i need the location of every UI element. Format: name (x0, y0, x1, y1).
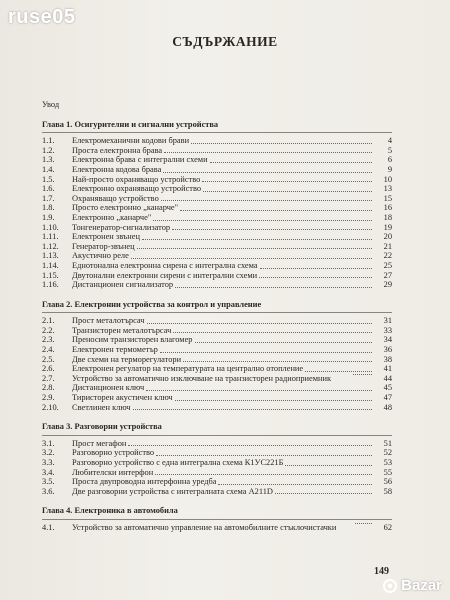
toc-entry-page: 58 (383, 486, 392, 496)
toc-dot-leader (142, 239, 372, 240)
toc-dot-leader (355, 523, 372, 524)
toc-entry-number: 3.6. (42, 486, 55, 496)
toc-entry-number: 1.6. (42, 184, 55, 194)
toc-entry-page: 34 (383, 335, 392, 345)
toc-entry-number: 4.1. (42, 522, 55, 532)
toc-entry (42, 194, 392, 204)
toc-entry-number: 1.4. (42, 164, 55, 174)
toc-entry-title: Най-просто охраняващо устройство (72, 174, 201, 184)
toc-entry (42, 146, 392, 156)
toc-entry-title: Просто електронно „канарче" (72, 203, 179, 213)
toc-entry-number: 2.8. (42, 383, 55, 393)
toc-entry (42, 316, 392, 326)
toc-dot-leader (180, 210, 372, 211)
toc-entry-title: Охраняващо устройство (72, 193, 159, 203)
toc-entry-page: 52 (383, 448, 392, 458)
chapters-container (42, 120, 392, 533)
toc-entry-page: 36 (383, 345, 392, 355)
toc-entry-number: 1.9. (42, 212, 55, 222)
toc-entry-number: 3.4. (42, 467, 55, 477)
toc-entry-number: 1.14. (42, 260, 59, 270)
toc-entry-page: 38 (383, 354, 392, 364)
toc-entry (42, 477, 392, 487)
page-number: 149 (374, 566, 389, 577)
toc-entry (42, 242, 392, 252)
toc-entry-number: 1.16. (42, 280, 59, 290)
toc-entry (42, 523, 392, 533)
toc-entry-page: 29 (383, 280, 392, 290)
toc-entry (42, 136, 392, 146)
toc-dot-leader (259, 277, 372, 278)
toc-entry-number: 2.5. (42, 354, 55, 364)
toc-dot-leader (137, 248, 372, 249)
toc-entry-number: 2.9. (42, 393, 55, 403)
toc-entry-number: 1.10. (42, 222, 59, 232)
toc-dot-leader (275, 493, 372, 494)
toc-entry-page: 18 (383, 212, 392, 222)
chapter-rule (42, 519, 392, 520)
toc-entry-number: 2.1. (42, 316, 55, 326)
toc-dot-leader (203, 191, 372, 192)
toc-entry (42, 213, 392, 223)
toc-dot-leader (305, 371, 372, 372)
toc-dot-leader (160, 352, 372, 353)
toc-entry-page: 10 (383, 174, 392, 184)
toc-entry-number: 2.10. (42, 402, 59, 412)
toc-entry (42, 403, 392, 413)
toc-entry (42, 487, 392, 497)
toc-entry-title: Електронно охраняващо устройство (72, 184, 202, 194)
toc-dot-leader (155, 474, 372, 475)
toc-entry (42, 355, 392, 365)
toc-entry-page: 55 (383, 467, 392, 477)
toc-entry-page: 20 (383, 232, 392, 242)
chapter-section (42, 506, 392, 532)
toc-entry-title: Електронен термометър (72, 345, 158, 355)
chapter-title: Глава 3. Разговорни устройства (42, 422, 162, 432)
toc-entry-title: Транзисторен металотърсач (72, 325, 172, 335)
toc-entry-title: Електронна кодова брава (72, 164, 162, 174)
toc-dot-leader (172, 229, 372, 230)
toc-entry-title: Проста електронна брава (72, 145, 163, 155)
toc-dot-leader (173, 332, 372, 333)
toc-entry-number: 1.15. (42, 270, 59, 280)
chapter-gap (42, 290, 392, 300)
toc-entry-title: Електромеханични кодови брави (72, 136, 190, 146)
toc-entry (42, 271, 392, 281)
toc-entry-number: 3.2. (42, 448, 55, 458)
toc-entry-number: 2.3. (42, 335, 55, 345)
toc-entry-title: Разговорно устройство с една интегрална схема К1УС221Б (72, 458, 284, 467)
toc-dot-leader (147, 323, 372, 324)
toc-entry (42, 155, 392, 165)
toc-entry-page: 33 (383, 325, 392, 335)
toc-entry (42, 175, 392, 185)
toc-entry-page: 15 (383, 193, 392, 203)
toc-entry-title: Проста двупроводна интерфонна уредба (72, 477, 217, 487)
toc-entry-title: Акустично реле (72, 251, 129, 261)
toc-entry (42, 448, 392, 458)
toc-entry-number: 1.11. (42, 232, 59, 242)
toc-entry-title: Еднотонална електронна сирена с интегрална схема (72, 260, 258, 270)
toc-dot-leader (161, 200, 372, 201)
toc-dot-leader (285, 465, 372, 466)
toc-dot-leader (175, 400, 372, 401)
toc-entry-title: Генератор-звънец (72, 241, 135, 251)
toc-entry (42, 345, 392, 355)
toc-entry (42, 232, 392, 242)
chapter-rule (42, 435, 392, 436)
watermark-logo: ruse05 (8, 6, 76, 28)
toc-entry-page: 5 (387, 145, 392, 155)
chapter-section (42, 422, 392, 496)
toc-dot-leader (260, 268, 372, 269)
toc-entry-number: 2.4. (42, 345, 55, 355)
toc-entry-page: 51 (383, 438, 392, 448)
toc-entry (42, 203, 392, 213)
toc-entry-page: 22 (383, 251, 392, 261)
toc-entry-page: 53 (383, 458, 392, 467)
toc-entry-title: Устройство за автоматично управление на автомобилните стъклочистачки (72, 522, 337, 532)
toc-entry-title: Светлинен ключ (72, 402, 131, 412)
toc-entry (42, 439, 392, 449)
page-title: СЪДЪРЖАНИЕ (172, 34, 278, 49)
toc-entry-title: Двутонални електронни сирени с интегрални схеми (72, 270, 258, 280)
toc-entry-page: 41 (383, 364, 392, 374)
toc-entry-number: 2.2. (42, 325, 55, 335)
toc-entry (42, 223, 392, 233)
chapter-title: Глава 1. Осигурителни и сигнални устройства (42, 119, 219, 129)
toc-entry-page: 31 (383, 316, 392, 326)
toc-entry-title: Електронен звънец (72, 232, 140, 242)
toc-entry-page: 19 (383, 222, 392, 232)
toc-entry-number: 1.2. (42, 145, 55, 155)
chapter-gap (42, 496, 392, 506)
toc-entry-page: 25 (383, 260, 392, 270)
toc-entry-title: Устройство за автоматично изключване на транзисторен радиоприемник (72, 373, 332, 383)
toc-dot-leader (156, 455, 372, 456)
chapter-section (42, 300, 392, 413)
toc-entry-page: 21 (383, 241, 392, 251)
toc-entry-page: 6 (387, 155, 392, 165)
toc-entry (42, 184, 392, 194)
toc-entry-number: 3.3. (42, 458, 55, 467)
toc-entry-page: 48 (383, 402, 392, 412)
toc-entry-title: Тиристорен акустичен ключ (72, 393, 173, 403)
toc-entry-page: 47 (383, 393, 392, 403)
toc-entry-number: 1.13. (42, 251, 59, 261)
toc-entry-page: 56 (383, 477, 392, 487)
toc-entry-page: 9 (387, 164, 392, 174)
toc-entry-number: 1.5. (42, 174, 55, 184)
toc-entry-title: Електронен регулатор на температурата на централно отопление (72, 364, 304, 374)
toc-entry-number: 1.3. (42, 155, 55, 165)
toc-dot-leader (128, 445, 372, 446)
toc-entry (42, 383, 392, 393)
toc-entry-title: Любителски интерфон (72, 467, 154, 477)
toc-dot-leader (164, 152, 372, 153)
toc-dot-leader (133, 409, 373, 410)
chapter-gap (42, 412, 392, 422)
toc-entry-number: 1.7. (42, 193, 55, 203)
toc-dot-leader (163, 172, 372, 173)
toc-entry (42, 261, 392, 271)
toc-entry-page: 4 (387, 136, 392, 146)
toc-dot-leader (202, 181, 372, 182)
toc-entry-title: Тонгенератор-сигнализатор (72, 222, 171, 232)
toc-entry-title: Прост металотърсач (72, 316, 145, 326)
toc-entry (42, 458, 392, 468)
toc-entry (42, 468, 392, 478)
toc-entry (42, 280, 392, 290)
chapter-section (42, 120, 392, 290)
toc-dot-leader (210, 162, 372, 163)
toc-dot-leader (131, 258, 372, 259)
toc-entry-page: 62 (383, 522, 392, 532)
toc-dot-leader (183, 361, 372, 362)
chapter-title: Глава 4. Електроника в автомобила (42, 506, 178, 516)
toc-entry-title: Две разговорни устройства с интегралната схема А211D (72, 486, 273, 496)
toc-entry-page: 27 (383, 270, 392, 280)
toc-entry-number: 1.12. (42, 241, 59, 251)
chapter-rule (42, 132, 392, 133)
toc-dot-leader (195, 342, 373, 343)
toc-entry-page: 44 (383, 373, 393, 383)
toc-entry-page: 13 (383, 184, 392, 194)
toc-dot-leader (353, 374, 372, 375)
toc-entry-title: Прост мегафон (72, 438, 127, 448)
toc-entry (42, 374, 392, 384)
watermark-bazar (383, 577, 442, 594)
toc-entry-title: Две схеми на терморегулатори (72, 354, 182, 364)
toc-entry-number: 1.8. (42, 203, 55, 213)
toc-entry-number: 2.7. (42, 373, 55, 383)
toc-entry-number: 1.1. (42, 136, 55, 146)
toc-dot-leader (191, 143, 372, 144)
toc-entry (42, 251, 392, 261)
toc-entry (42, 393, 392, 403)
toc-entry-number: 2.6. (42, 364, 55, 374)
table-of-contents (42, 100, 392, 533)
toc-entry-title: Електронно „канарче" (72, 212, 152, 222)
toc-dot-leader (153, 220, 372, 221)
toc-entry (42, 165, 392, 175)
watermark-bazar-text: Bazar (401, 577, 442, 594)
toc-entry-title: Разговорно устройство (72, 448, 155, 458)
toc-entry-page: 16 (383, 203, 392, 213)
toc-entry-number: 3.5. (42, 477, 55, 487)
toc-entry-page: 45 (383, 383, 392, 393)
intro-entry: Увод (42, 100, 60, 109)
toc-dot-leader (218, 484, 372, 485)
chapter-title: Глава 2. Електронни устройства за контрол и управление (42, 299, 262, 309)
toc-entry-title: Дистанционен ключ (72, 383, 145, 393)
toc-entry (42, 364, 392, 374)
toc-entry-title: Електронна брава с интегрални схеми (72, 155, 208, 165)
bazar-logo-icon (383, 579, 397, 593)
toc-dot-leader (175, 287, 372, 288)
toc-entry-title: Дистанционен сигнализатор (72, 280, 174, 290)
toc-entry-number: 3.1. (42, 438, 55, 448)
chapter-rule (42, 312, 392, 313)
toc-entry-title: Преносим транзисторен влагомер (72, 335, 193, 345)
toc-entry (42, 326, 392, 336)
toc-dot-leader (146, 390, 372, 391)
toc-entry (42, 335, 392, 345)
